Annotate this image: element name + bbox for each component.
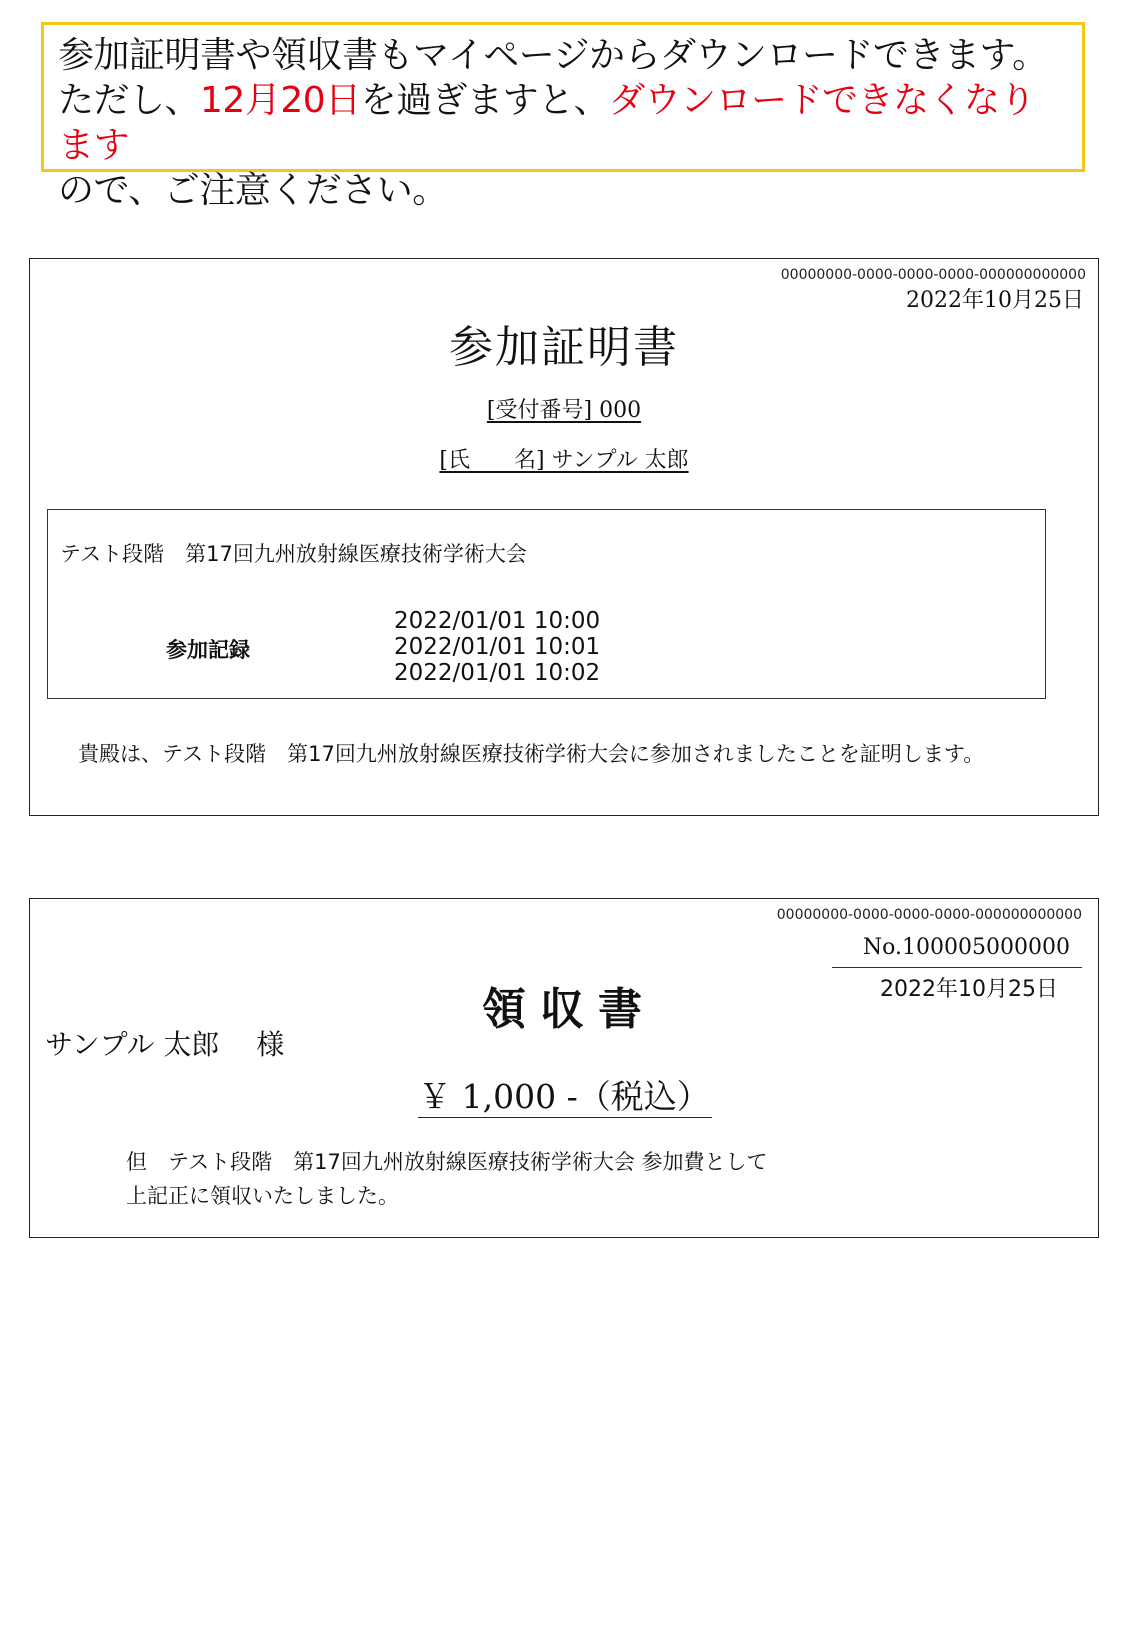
amount-underline: [418, 1117, 712, 1118]
certification-statement: 貴殿は、テスト段階 第17回九州放射線医療技術学術大会に参加されましたことを証明します。: [78, 742, 985, 766]
participant-name: [氏 名] サンプル 太郎: [439, 448, 689, 473]
attendance-record-label: 参加記録: [166, 637, 250, 662]
receipt-title: 領収書: [482, 984, 656, 1035]
download-warning: ダウンロードできなくなります: [58, 80, 1036, 166]
download-notice: [41, 22, 1085, 211]
attendance-record: 2022/01/01 10:00: [394, 608, 601, 634]
payee-name: サンプル 太郎 様: [45, 1028, 285, 1061]
receipt: [29, 898, 1099, 1238]
notice-line-2: ただし、12月20日を過ぎますと、ダウンロードできなくなります: [58, 80, 1036, 166]
receipt-amount: ￥ 1,000 -（税込）: [418, 1077, 710, 1116]
attendance-record: 2022/01/01 10:01: [394, 634, 601, 660]
receipt-doc-id: 00000000-0000-0000-0000-000000000000: [776, 907, 1082, 923]
certificate-title: 参加証明書: [449, 322, 679, 373]
receipt-number-underline: [832, 967, 1082, 968]
notice-line-3: ので、ご注意ください。: [58, 170, 448, 211]
attendance-record-list: [394, 608, 600, 686]
notice-line-1: 参加証明書や領収書もマイページからダウンロードできます。: [58, 35, 1048, 76]
event-name: テスト段階 第17回九州放射線医療技術学術大会: [60, 542, 527, 566]
receipt-date: 2022年10月25日: [880, 977, 1058, 1002]
attendance-box: [47, 509, 1046, 699]
deadline-date: 12月20日: [200, 80, 361, 121]
attendance-record: 2022/01/01 10:02: [394, 660, 601, 686]
participation-certificate: [29, 258, 1099, 816]
receipt-number: No.100005000000: [862, 935, 1070, 960]
certificate-doc-id: 00000000-0000-0000-0000-000000000000: [780, 267, 1086, 283]
receipt-purpose: 但 テスト段階 第17回九州放射線医療技術学術大会 参加費として 上記正に領収いたしました。: [126, 1150, 768, 1208]
reception-number: [受付番号] 000: [486, 398, 642, 423]
certificate-date: 2022年10月25日: [906, 288, 1084, 313]
